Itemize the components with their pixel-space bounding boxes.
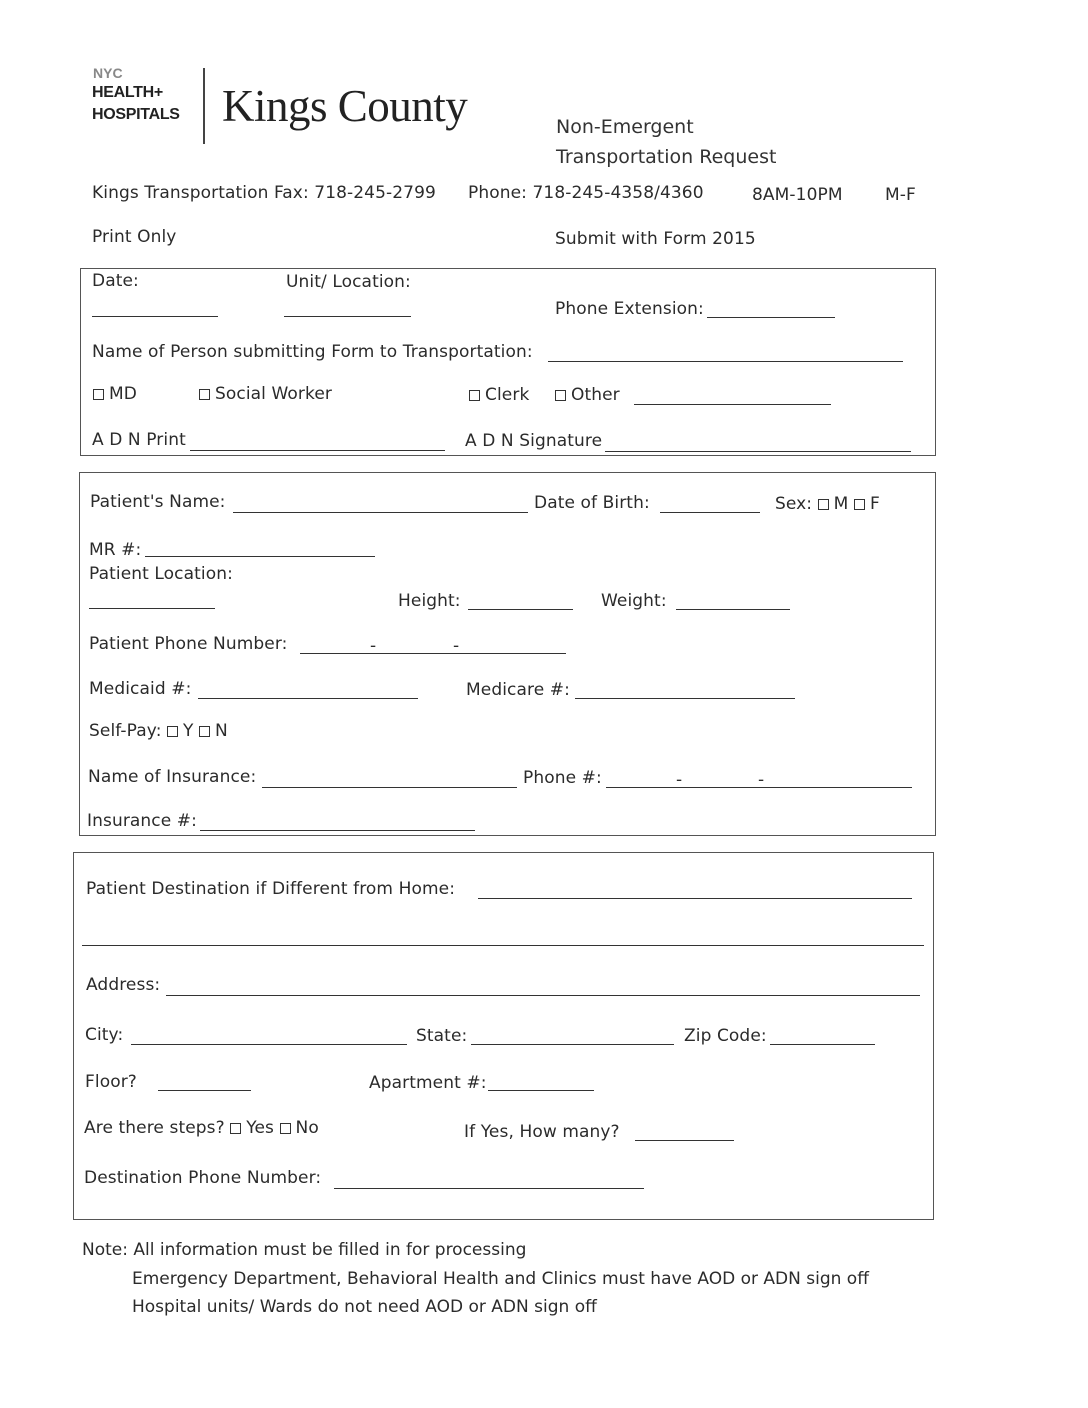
state-label: State:	[416, 1026, 468, 1046]
steps-group	[84, 1118, 319, 1138]
service-hours: 8AM-10PM	[752, 185, 843, 205]
logo-nyc-text: NYC	[93, 65, 123, 81]
logo-health-text: HEALTH+	[92, 84, 163, 101]
steps-label: Are there steps?	[84, 1118, 225, 1138]
patient-phone-dash-2: -	[453, 636, 460, 656]
destination-field-line-2[interactable]	[82, 945, 924, 946]
medicare-field[interactable]	[575, 698, 795, 699]
weight-field[interactable]	[676, 609, 790, 610]
adn-signature-field[interactable]	[605, 451, 911, 452]
dob-field[interactable]	[660, 512, 760, 513]
patient-name-field[interactable]	[233, 512, 528, 513]
date-label: Date:	[92, 271, 139, 291]
sex-m-checkbox[interactable]	[818, 499, 829, 510]
city-field[interactable]	[131, 1044, 407, 1045]
sex-label: Sex:	[775, 494, 813, 514]
role-other-option[interactable]	[555, 385, 620, 405]
self-pay-n-label: N	[215, 721, 228, 741]
self-pay-group	[89, 721, 228, 741]
submitter-name-label: Name of Person submitting Form to Transportation:	[92, 342, 533, 362]
insurance-phone-label: Phone #:	[523, 768, 602, 788]
steps-no-label: No	[295, 1118, 319, 1138]
self-pay-y-label: Y	[183, 721, 194, 741]
patient-location-label: Patient Location:	[89, 564, 233, 584]
sex-f-label: F	[869, 494, 880, 514]
address-label: Address:	[86, 975, 161, 995]
destination-section	[73, 852, 934, 1220]
note-line-2: Emergency Department, Behavioral Health and Clinics must have AOD or ADN sign off	[132, 1269, 869, 1289]
steps-no-checkbox[interactable]	[280, 1123, 291, 1134]
role-other-label: Other	[571, 385, 620, 405]
how-many-label: If Yes, How many?	[464, 1122, 620, 1142]
unit-location-field[interactable]	[284, 316, 411, 317]
form-title-line1: Non-Emergent	[556, 116, 694, 138]
apartment-label: Apartment #:	[369, 1073, 487, 1093]
how-many-field[interactable]	[635, 1140, 734, 1141]
transport-phone: Phone: 718-245-4358/4360	[468, 183, 704, 203]
city-label: City:	[85, 1025, 124, 1045]
insurance-number-field[interactable]	[200, 830, 475, 831]
form-title-line2: Transportation Request	[556, 146, 777, 168]
mr-field[interactable]	[145, 556, 375, 557]
submitter-name-field[interactable]	[548, 361, 903, 362]
date-field[interactable]	[92, 316, 218, 317]
zip-field[interactable]	[770, 1044, 875, 1045]
logo-divider	[203, 68, 205, 144]
medicaid-label: Medicaid #:	[89, 679, 192, 699]
adn-print-label: A D N Print	[92, 430, 186, 450]
md-checkbox[interactable]	[93, 389, 104, 400]
patient-name-label: Patient's Name:	[90, 492, 226, 512]
insurance-name-field[interactable]	[262, 787, 517, 788]
role-md-label: MD	[109, 384, 137, 404]
zip-label: Zip Code:	[684, 1026, 767, 1046]
adn-signature-label: A D N Signature	[465, 431, 603, 451]
medicaid-field[interactable]	[198, 698, 418, 699]
state-field[interactable]	[471, 1044, 674, 1045]
role-md-option[interactable]	[93, 384, 137, 404]
height-field[interactable]	[468, 609, 573, 610]
logo-hospitals-text: HOSPITALS	[92, 106, 180, 123]
note-line-3: Hospital units/ Wards do not need AOD or ADN sign off	[132, 1297, 597, 1317]
destination-label: Patient Destination if Different from Home:	[86, 879, 456, 899]
role-social-worker-option[interactable]	[199, 384, 332, 404]
insurance-phone-dash-1: -	[676, 770, 683, 790]
floor-field[interactable]	[158, 1090, 251, 1091]
insurance-name-label: Name of Insurance:	[88, 767, 257, 787]
weight-label: Weight:	[601, 591, 667, 611]
destination-phone-field[interactable]	[334, 1188, 644, 1189]
dob-label: Date of Birth:	[534, 493, 650, 513]
sex-f-checkbox[interactable]	[854, 499, 865, 510]
phone-extension-label: Phone Extension:	[555, 299, 704, 319]
self-pay-n-checkbox[interactable]	[199, 726, 210, 737]
print-only-note: Print Only	[92, 227, 177, 247]
self-pay-y-checkbox[interactable]	[167, 726, 178, 737]
note-line-1: Note: All information must be filled in for processing	[82, 1240, 527, 1260]
patient-location-field[interactable]	[89, 608, 215, 609]
logo-facility-name: Kings County	[222, 81, 468, 131]
height-label: Height:	[398, 591, 461, 611]
social-worker-checkbox[interactable]	[199, 389, 210, 400]
patient-phone-field[interactable]	[300, 653, 566, 654]
apartment-field[interactable]	[488, 1090, 594, 1091]
patient-phone-dash-1: -	[370, 636, 377, 656]
transport-fax: Kings Transportation Fax: 718-245-2799	[92, 183, 436, 203]
medicare-label: Medicare #:	[466, 680, 570, 700]
service-days: M-F	[885, 185, 916, 205]
submit-with-note: Submit with Form 2015	[555, 229, 756, 249]
patient-phone-label: Patient Phone Number:	[89, 634, 288, 654]
role-clerk-label: Clerk	[485, 385, 530, 405]
adn-print-field[interactable]	[190, 450, 445, 451]
other-checkbox[interactable]	[555, 390, 566, 401]
floor-label: Floor?	[85, 1072, 137, 1092]
mr-label: MR #:	[89, 540, 142, 560]
steps-yes-label: Yes	[246, 1118, 275, 1138]
role-other-field[interactable]	[634, 404, 831, 405]
role-social-worker-label: Social Worker	[215, 384, 332, 404]
sex-group	[775, 494, 880, 514]
steps-yes-checkbox[interactable]	[230, 1123, 241, 1134]
destination-field[interactable]	[478, 898, 912, 899]
self-pay-label: Self-Pay:	[89, 721, 162, 741]
insurance-number-label: Insurance #:	[87, 811, 197, 831]
requester-section	[80, 268, 936, 456]
sex-m-label: M	[833, 494, 849, 514]
phone-extension-field[interactable]	[707, 317, 835, 318]
address-field[interactable]	[166, 995, 920, 996]
role-clerk-option[interactable]	[469, 385, 529, 405]
insurance-phone-dash-2: -	[758, 770, 765, 790]
unit-location-label: Unit/ Location:	[286, 272, 411, 292]
destination-phone-label: Destination Phone Number:	[84, 1168, 322, 1188]
clerk-checkbox[interactable]	[469, 390, 480, 401]
